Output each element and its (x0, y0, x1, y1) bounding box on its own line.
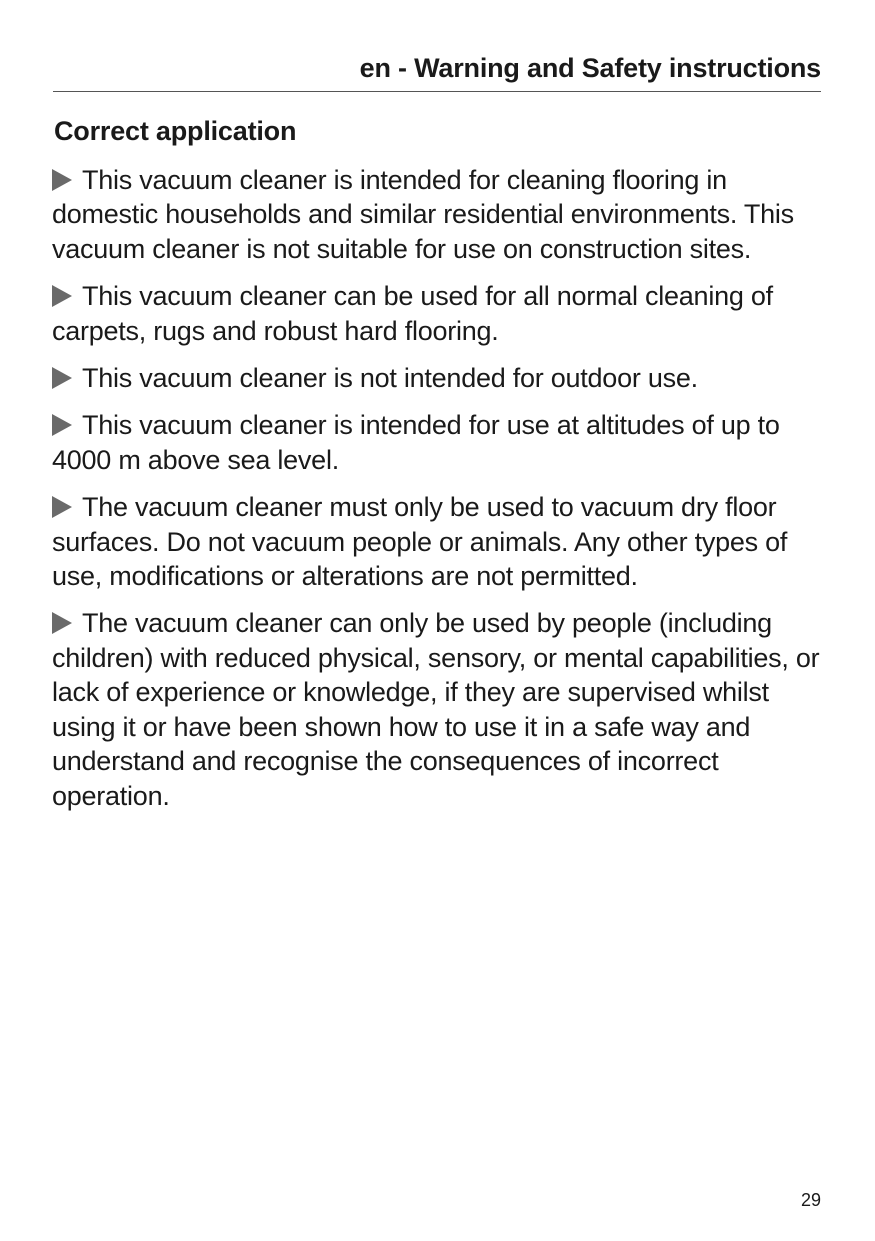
triangle-bullet-icon (52, 169, 72, 191)
triangle-bullet-icon (52, 285, 72, 307)
list-item-text: This vacuum cleaner is not intended for outdoor use. (82, 363, 698, 394)
triangle-bullet-icon (52, 414, 72, 436)
list-item-text: The vacuum cleaner can only be used by people (including children) with reduced physical, sensory, or mental capabilities, or lack of experience or knowledge, if they are supervised whilst using it or have been shown how to use it in a safe way and understand and recognise the consequences of incorrect operation. (52, 608, 820, 811)
list-item-text: The vacuum cleaner must only be used to vacuum dry floor surfaces. Do not vacuum people or animals. Any other types of use, modifications or alterations are not permitted. (52, 492, 788, 592)
list-item (52, 361, 827, 395)
triangle-bullet-icon (52, 367, 72, 389)
list-item (52, 606, 827, 812)
page-title: en - Warning and Safety instructions (359, 53, 821, 83)
list-item-text: This vacuum cleaner can be used for all normal cleaning of carpets, rugs and robust hard flooring. (52, 281, 773, 346)
page-header (53, 50, 821, 92)
main-content (52, 113, 827, 826)
list-item (52, 490, 827, 593)
list-item-text: This vacuum cleaner is intended for use at altitudes of up to 4000 m above sea level. (52, 410, 780, 475)
list-item (52, 279, 827, 348)
triangle-bullet-icon (52, 496, 72, 518)
list-item (52, 408, 827, 477)
section-heading: Correct application (54, 116, 297, 146)
page-number: 29 (800, 1190, 821, 1210)
list-item (52, 163, 827, 266)
list-item-text: This vacuum cleaner is intended for cleaning flooring in domestic households and similar residential environments. This vacuum cleaner is not suitable for use on construction sites. (52, 165, 794, 264)
triangle-bullet-icon (52, 612, 72, 634)
